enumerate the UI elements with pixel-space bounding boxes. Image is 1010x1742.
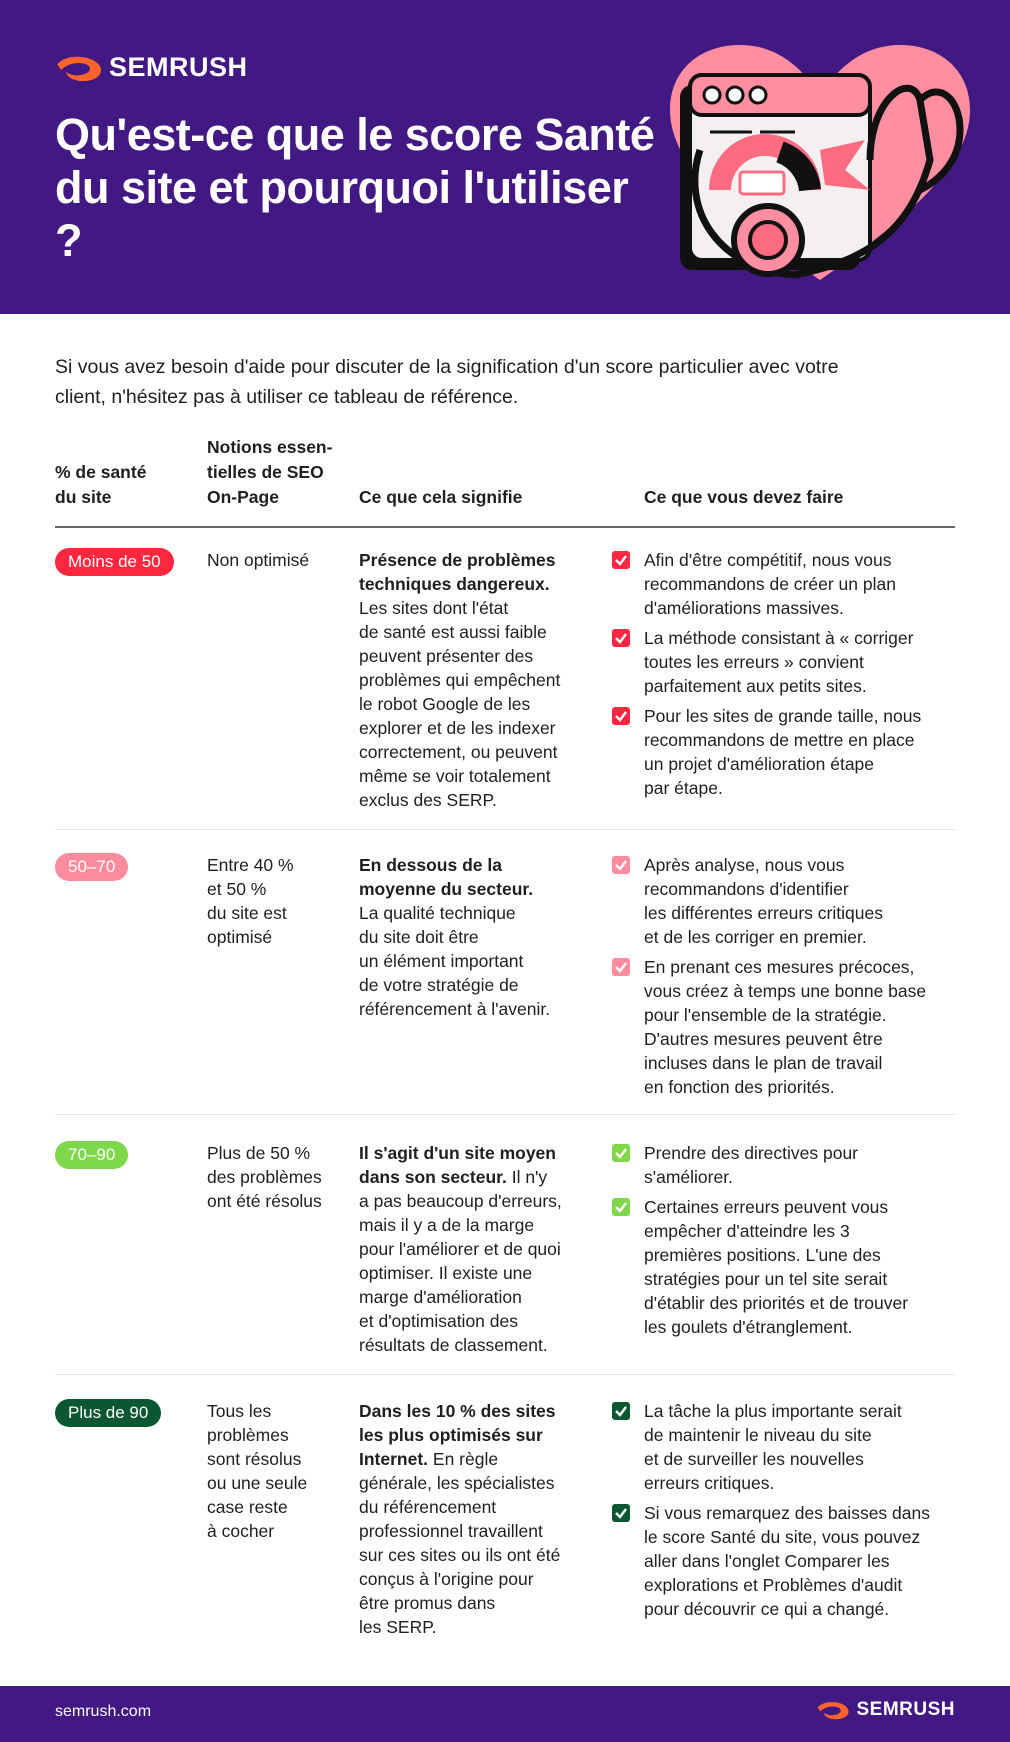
action-text: La tâche la plus importante serait de maintenir le niveau du site et de surveiller les nouvelles erreurs critiques. [644, 1401, 902, 1493]
checkbox-check-icon [612, 629, 630, 647]
intro-paragraph: Si vous avez besoin d'aide pour discuter de la signification d'un score particulier avec votre client, n'hésitez pas à utiliser ce tableau de référence. [55, 356, 839, 408]
actions-list [612, 1141, 952, 1345]
checkbox-check-icon [612, 551, 630, 569]
list-item [612, 1195, 952, 1339]
checkbox-check-icon [612, 707, 630, 725]
action-text: Après analyse, nous vous recommandons d'identifier les différentes erreurs critiques et de les corriger en premier. [644, 855, 883, 947]
health-badge: Plus de 90 [55, 1399, 161, 1427]
list-item [612, 626, 952, 698]
meaning-cell [359, 1399, 589, 1639]
health-badge: Moins de 50 [55, 548, 174, 576]
checkbox-check-icon [612, 1402, 630, 1420]
action-text: Certaines erreurs peuvent vous empêcher d'atteindre les 3 premières positions. L'une des stratégies pour un tel site serait d'établir des priorités et de trouver les goulets d'étranglement. [644, 1197, 909, 1337]
table-row [55, 530, 955, 830]
essentials-cell: Non optimisé [207, 550, 310, 570]
actions-list [612, 1399, 952, 1627]
checkbox-check-icon [612, 1144, 630, 1162]
table-header [55, 438, 955, 528]
list-item [612, 853, 952, 949]
meaning-cell [359, 548, 589, 812]
table-row [55, 1123, 955, 1375]
action-text: Prendre des directives pour s'améliorer. [644, 1143, 858, 1187]
checkbox-check-icon [612, 1198, 630, 1216]
footer-url-link[interactable]: semrush.com [55, 1703, 152, 1720]
meaning-bold: En dessous de la moyenne du secteur. [359, 855, 534, 899]
health-badge: 50–70 [55, 853, 128, 881]
meaning-bold: Il s'agit d'un site moyen dans son secteur. [359, 1143, 556, 1187]
essentials-cell: Tous les problèmes sont résolus ou une seule case reste à cocher [207, 1401, 308, 1541]
footer-bar [0, 1686, 1010, 1742]
list-item [612, 1399, 952, 1495]
checkbox-check-icon [612, 856, 630, 874]
header-todo: Ce que vous devez faire [644, 487, 844, 507]
list-item [612, 1501, 952, 1621]
list-item [612, 955, 952, 1099]
action-text: Afin d'être compétitif, nous vous recommandons de créer un plan d'améliorations massives. [644, 550, 896, 618]
semrush-fire-icon [816, 1699, 850, 1721]
table-row [55, 1381, 955, 1651]
semrush-wordmark: SEMRUSH [856, 1699, 955, 1720]
action-text: La méthode consistant à « corriger toutes les erreurs » convient parfaitement aux petits sites. [644, 628, 914, 696]
meaning-bold: Dans les 10 % des sites les plus optimisés sur Internet. [359, 1401, 556, 1469]
checkbox-check-icon [612, 1504, 630, 1522]
action-text: En prenant ces mesures précoces, vous créez à temps une bonne base pour l'ensemble de la stratégie. D'autres mesures peuvent être incluses dans le plan de travail en fonction des priorités. [644, 957, 927, 1097]
meaning-cell [359, 853, 589, 1021]
meaning-rest: La qualité technique du site doit être un élément important de votre stratégie de référencement à l'avenir. [359, 903, 551, 1019]
action-text: Pour les sites de grande taille, nous recommandons de mettre en place un projet d'amélioration étape par étape. [644, 706, 922, 798]
semrush-fire-icon [55, 53, 103, 83]
actions-list [612, 853, 952, 1105]
essentials-cell: Plus de 50 % des problèmes ont été résolus [207, 1143, 322, 1211]
heart-stethoscope-browser-icon [660, 40, 980, 290]
meaning-rest: En règle générale, les spécialistes du référencement professionnel travaillent sur ces sites ou ils ont été conçus à l'origine pour être promus dans les SERP. [359, 1449, 561, 1637]
meaning-rest: Les sites dont l'état de santé est aussi faible peuvent présenter des problèmes qui empêchent le robot Google de les explorer et de les indexer correctement, ou peuvent même se voir totalement exclus des SERP. [359, 598, 561, 810]
semrush-logo[interactable] [55, 52, 248, 83]
health-badge: 70–90 [55, 1141, 128, 1169]
essentials-cell: Entre 40 % et 50 % du site est optimisé [207, 855, 294, 947]
header-essentials: Notions essen- tielles de SEO On-Page [207, 437, 333, 507]
table-row [55, 835, 955, 1115]
action-text: Si vous remarquez des baisses dans le score Santé du site, vous pouvez aller dans l'onglet Comparer les explorations et Problèmes d'audit pour découvrir ce qui a changé. [644, 1503, 930, 1619]
list-item [612, 704, 952, 800]
list-item [612, 548, 952, 620]
page-title: Qu'est-ce que le score Santé du site et pourquoi l'utiliser ? [55, 109, 655, 266]
footer-semrush-logo[interactable] [816, 1699, 955, 1721]
meaning-cell [359, 1141, 589, 1357]
header-health: % de santé du site [55, 462, 147, 507]
semrush-wordmark: SEMRUSH [109, 52, 248, 82]
list-item [612, 1141, 952, 1189]
header-banner [0, 0, 1010, 314]
header-meaning: Ce que cela signifie [359, 487, 523, 507]
meaning-rest: Il n'y a pas beaucoup d'erreurs, mais il y a de la marge pour l'améliorer et de quoi optimiser. Il existe une marge d'amélioration et d'optimisation des résultats de classement. [359, 1167, 562, 1355]
checkbox-check-icon [612, 958, 630, 976]
meaning-bold: Présence de problèmes techniques dangereux. [359, 550, 556, 594]
actions-list [612, 548, 952, 806]
